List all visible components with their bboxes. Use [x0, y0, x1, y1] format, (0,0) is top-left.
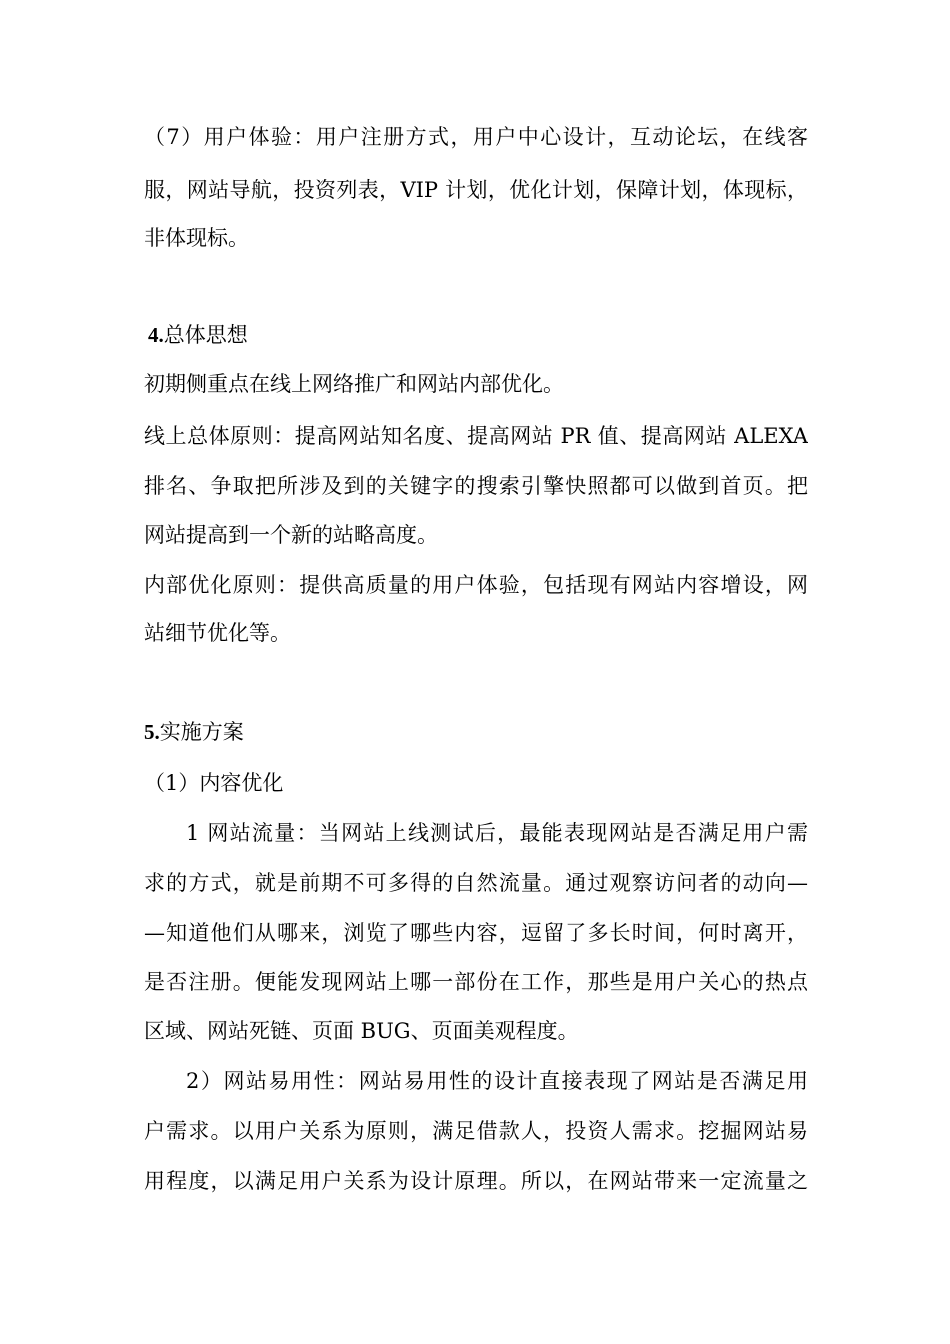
section-4-title: 总体思想 [163, 323, 248, 347]
section-7-line-2: 服，网站导航，投资列表，VIP 计划，优化计划，保障计划，体现标， [144, 178, 808, 202]
paragraph-1-line-1: 1 网站流量：当网站上线测试后，最能表现网站是否满足用户需 [186, 821, 808, 845]
paragraph-1-line-3: —知道他们从哪来，浏览了哪些内容，逗留了多长时间，何时离开， [144, 921, 808, 945]
paragraph-2-line-1: 2）网站易用性：网站易用性的设计直接表现了网站是否满足用 [186, 1069, 808, 1093]
paragraph-2-line-2: 户需求。以用户关系为原则，满足借款人，投资人需求。挖掘网站易 [144, 1119, 808, 1143]
section-7-line-1: （7）用户体验：用户注册方式，用户中心设计，互动论坛，在线客 [144, 125, 808, 149]
paragraph-1-line-4: 是否注册。便能发现网站上哪一部份在工作，那些是用户关心的热点 [144, 970, 808, 994]
section-5-subtitle: （1）内容优化 [144, 771, 284, 795]
section-4-line-1: 初期侧重点在线上网络推广和网站内部优化。 [144, 372, 564, 396]
section-7-line-3: 非体现标。 [144, 226, 249, 250]
section-4-number: 4. [148, 323, 164, 347]
section-4-line-3: 排名、争取把所涉及到的关键字的搜索引擎快照都可以做到首页。把 [144, 474, 808, 498]
section-5-heading [144, 717, 808, 747]
section-4-line-2: 线上总体原则：提高网站知名度、提高网站 PR 值、提高网站 ALEXA [144, 424, 808, 448]
paragraph-1-line-2: 求的方式，就是前期不可多得的自然流量。通过观察访问者的动向— [144, 871, 808, 895]
paragraph-1-line-5: 区域、网站死链、页面 BUG、页面美观程度。 [144, 1019, 579, 1043]
section-4-line-5: 内部优化原则：提供高质量的用户体验，包括现有网站内容增设，网 [144, 573, 808, 597]
section-5-title: 实施方案 [159, 720, 244, 744]
section-4-heading [148, 320, 812, 350]
section-5-number: 5. [144, 720, 160, 744]
paragraph-2-line-3: 用程度，以满足用户关系为设计原理。所以，在网站带来一定流量之 [144, 1169, 808, 1193]
section-4-line-6: 站细节优化等。 [144, 621, 291, 645]
section-4-line-4: 网站提高到一个新的站略高度。 [144, 523, 438, 547]
